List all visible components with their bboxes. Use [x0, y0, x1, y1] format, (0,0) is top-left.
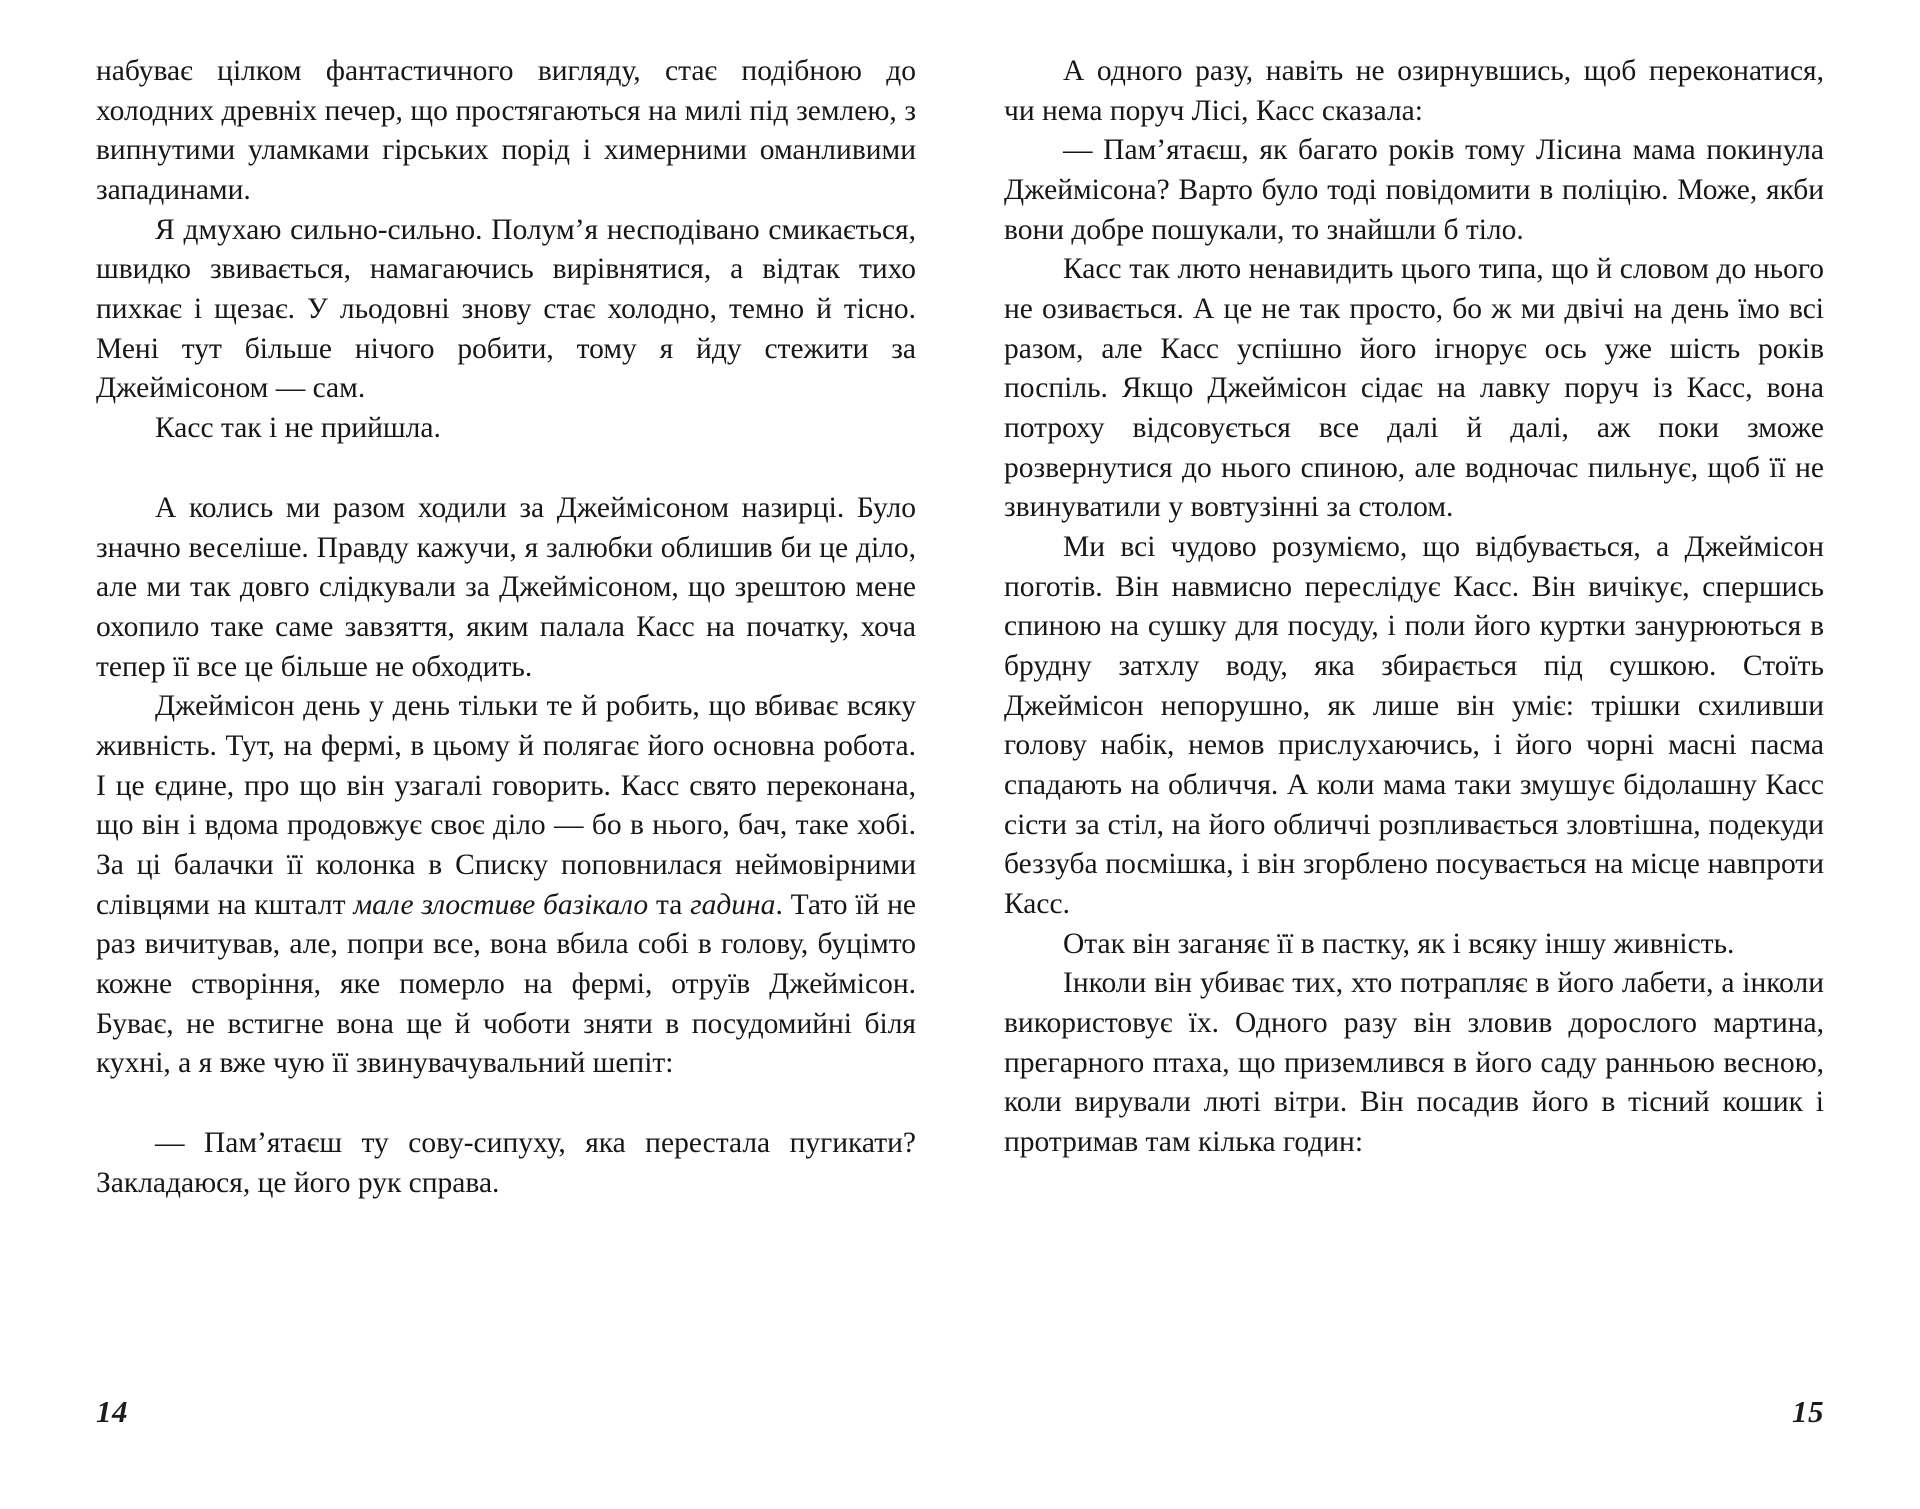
paragraph: А колись ми разом ходили за Джеймісоном назирці. Було значно веселіше. Правду кажучи, я залюбки облишив би це діло, але ми так довго слідкували за Джеймісоном, що зрештою мене охопило таке саме завзяття, яким палала Касс на початку, хоча тепер її все це більше не обходить. [96, 491, 916, 683]
paragraph-with-italics [96, 687, 916, 1084]
paragraph: Касс так і не прийшла. [155, 412, 441, 445]
paragraph: — Пам’ятаєш ту сову-сипуху, яка перестала пугикати? Закладаюся, це його рук справа. [96, 1127, 916, 1199]
page-number-left: 14 [96, 1394, 128, 1429]
page-number-right: 15 [1792, 1394, 1824, 1429]
paragraph: набуває цілком фантастичного вигляду, стає подібною до холодних древніх печер, що простягаються на милі під землею, з випнутими уламками гірських порід і химерними оманливими западинами. [96, 55, 916, 207]
paragraph: Ми всі чудово розуміємо, що відбувається, а Джеймісон поготів. Він навмисно переслідує Касс. Він вичікує, спершись спиною на сушку для посуду, і поли його куртки занурюються в брудну затхлу воду, яка збирається під сушкою. Стоїть Джеймісон непорушно, як лише він уміє: трішки схиливши голову набік, немов прислухаючись, і його чорні масні пасма спадають на обличчя. А коли мама таки змушує бідолашну Касс сісти за стіл, на його обличчі розпливається зловтішна, подекуди беззуба посмішка, і він згорблено посувається на місце навпроти Касс. [1004, 531, 1824, 921]
paragraph-part: та [648, 888, 691, 921]
paragraph: А одного разу, навіть не озирнувшись, щоб переконатися, чи нема поруч Лісі, Касс сказала: [1004, 55, 1824, 127]
right-page [1004, 52, 1824, 1452]
right-page-text-column [1004, 52, 1824, 1163]
paragraph: — Пам’ятаєш, як багато років тому Лісина мама покинула Джеймісона? Варто було тоді повідомити в поліцію. Може, якби вони добре пошукали, то знайшли б тіло. [1004, 134, 1824, 246]
paragraph-part-italic: гадина [690, 888, 776, 921]
left-page-text-column [96, 52, 916, 1203]
paragraph: Отак він заганяє її в пастку, як і всяку іншу живність. [1063, 927, 1735, 960]
paragraph-part: . Тато їй не раз вичитував, але, попри все, вона вбила собі в голову, буцімто кожне створіння, яке померло на фермі, отруїв Джеймісон. Буває, не встигне вона ще й чоботи зняти в посудомийні біля кухні, а я вже чую її звинувачувальний шепіт: [96, 888, 916, 1080]
paragraph-part: Джеймісон день у день тільки те й робить, що вбиває всяку живність. Тут, на фермі, в цьому й полягає його основна робота. І це єдине, про що він узагалі говорить. Касс свято переконана, що він і вдома продовжує своє діло — бо в нього, бач, таке хобі. За ці балачки її колонка в Списку поповнилася неймовірними слівцями на кшталт [96, 690, 916, 921]
paragraph: Касс так люто ненавидить цього типа, що й словом до нього не озивається. А це не так просто, бо ж ми двічі на день їмо всі разом, але Касс успішно його ігнорує ось уже шість років поспіль. Якщо Джеймісон сідає на лавку поруч із Касс, вона потроху відсовується все далі й далі, аж поки зможе розвернутися до нього спиною, але водночас пильнує, щоб її не звинуватили у вовтузінні за столом. [1004, 253, 1824, 524]
paragraph: Я дмухаю сильно-сильно. Полум’я несподівано смикається, швидко звивається, намагаючись вирівнятися, а відтак тихо пихкає і щезає. У льодовні знову стає холодно, темно й тісно. Мені тут більше нічого робити, тому я йду стежити за Джеймісоном — сам. [96, 213, 916, 405]
paragraph: Інколи він убиває тих, хто потрапляє в його лабети, а інколи використовує їх. Одного разу він зловив дорослого мартина, прегарного птаха, що приземлився в його саду ранньою весною, коли вирували люті вітри. Він посадив його в тісний кошик і протримав там кілька годин: [1004, 967, 1824, 1159]
paragraph-part-italic: мале злостиве базікало [353, 888, 649, 921]
left-page [96, 52, 916, 1452]
